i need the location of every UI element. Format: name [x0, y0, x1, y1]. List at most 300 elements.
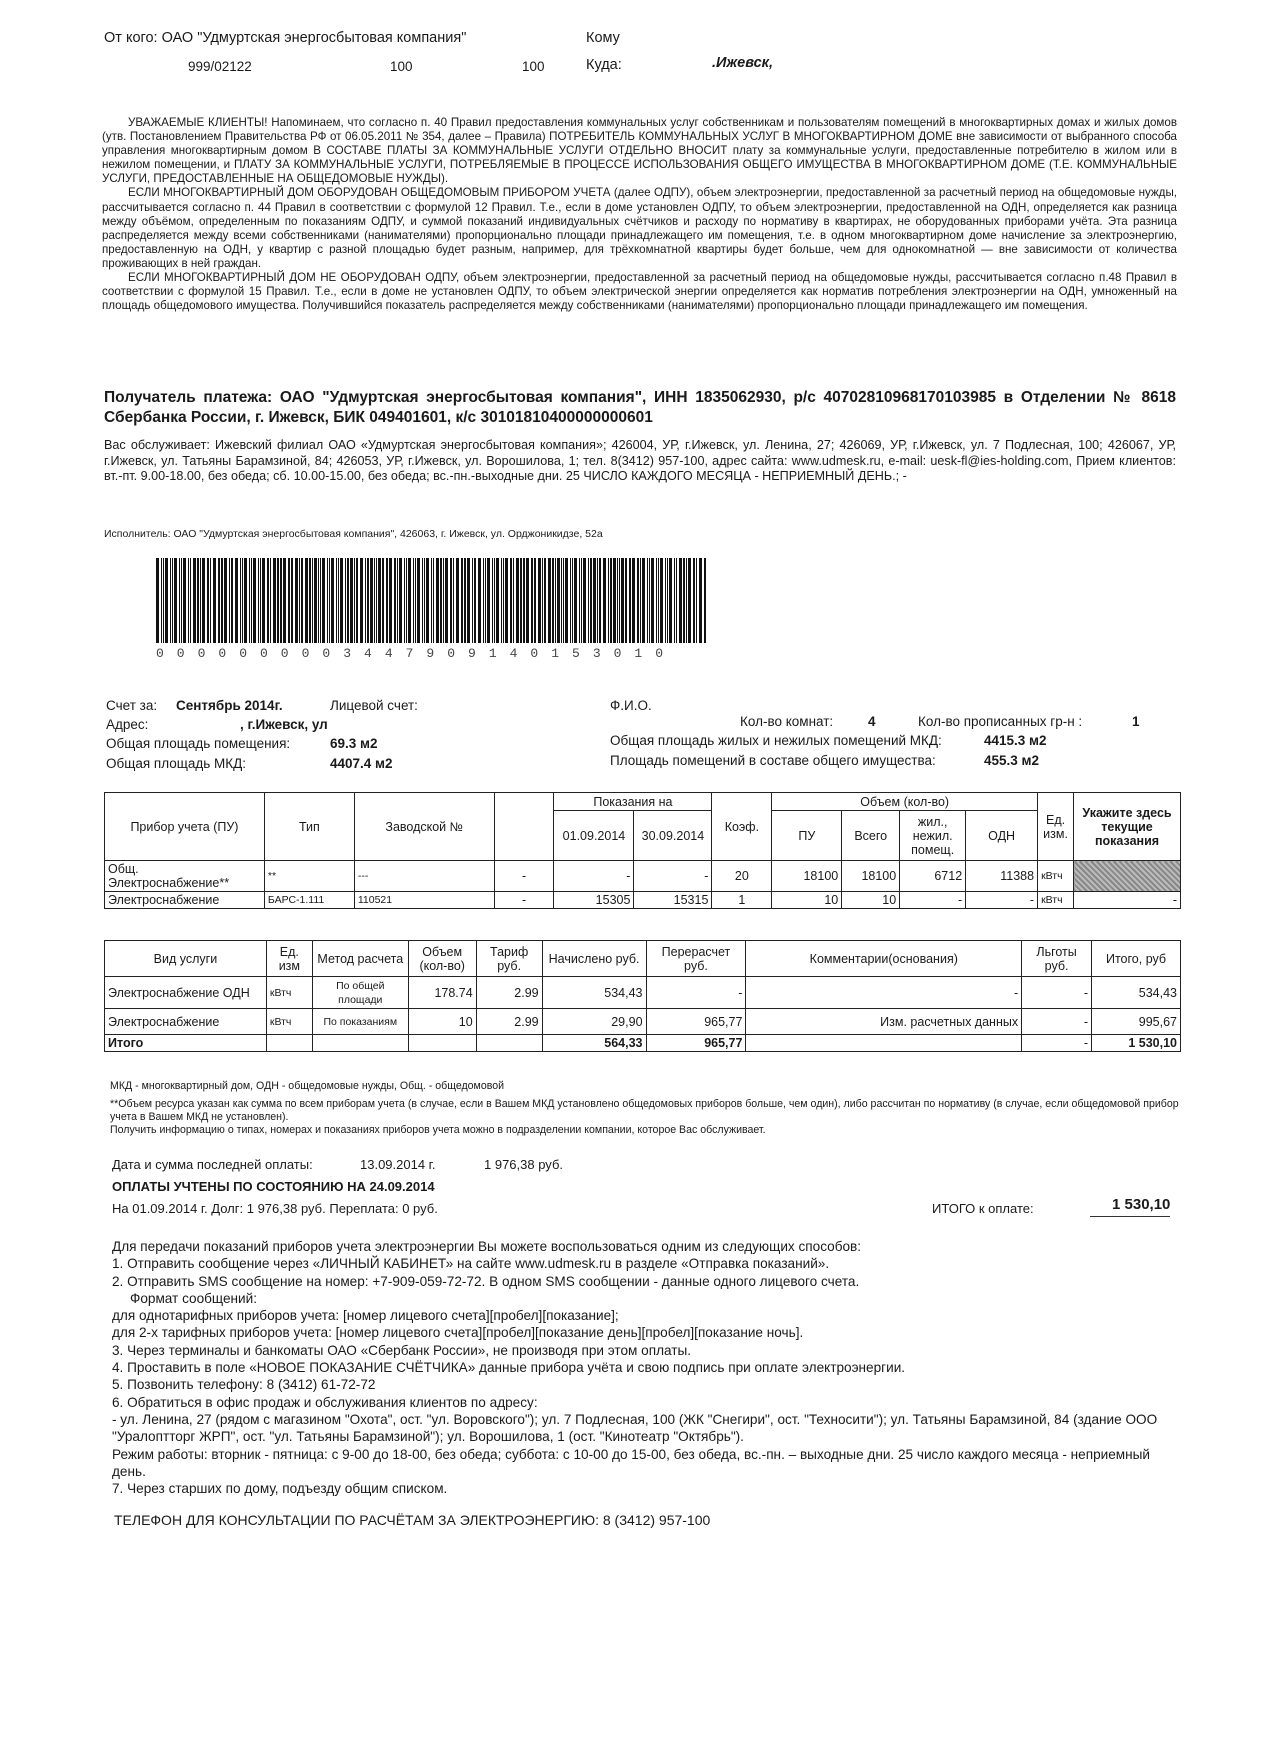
cell-total: 1 530,10	[1092, 1035, 1181, 1052]
barcode-bar	[207, 558, 209, 643]
mkd-living-label: Общая площадь жилых и нежилых помещений МКД:	[610, 733, 942, 748]
barcode-bar	[183, 558, 186, 643]
cell-device: Общ. Электроснабжение**	[105, 861, 265, 892]
barcode-bar	[483, 558, 484, 643]
barcode-bar	[625, 558, 627, 643]
barcode-bar	[280, 558, 282, 643]
cell-service: Электроснабжение ОДН	[105, 977, 267, 1009]
last-payment-label: Дата и сумма последней оплаты:	[112, 1157, 313, 1172]
barcode-bar	[565, 558, 568, 643]
debt-info: На 01.09.2014 г. Долг: 1 976,38 руб. Переплата: 0 руб.	[112, 1201, 438, 1216]
cell-date1: -	[554, 861, 634, 892]
barcode-bar	[548, 558, 551, 643]
barcode-bar	[443, 558, 444, 643]
barcode-bar	[260, 558, 261, 643]
barcode-bar	[579, 558, 580, 643]
served-by: Вас обслуживает: Ижевский филиал ОАО «Удмуртская энергосбытовая компания»; 426004, УР, г.Ижевск, ул. Ленина, 27; 426069, УР, г.Ижевск, ул. 7 Подлесная, 100; 426067, УР, г.Ижевск, ул. Татьяны Барамзиной, 84; 426053, УР, г.Ижевск, ул. Ворошилова, 1; тел. 8(3412) 957-100, адрес сайта: www.udmesk.ru, e-mail: uesk-fl@ies-holding.com, Прием клиентов: вт.-пт. 9.00-18.00, без обеда; сб. 10.00-15.00, без обеда; вс.-пн.-выходные дни. 25 ЧИСЛО КАЖДОГО МЕСЯЦА - НЕПРИЕМНЫЙ ДЕНЬ.; -	[104, 438, 1176, 483]
cell-date2: 15315	[634, 892, 712, 909]
barcode-bar	[516, 558, 519, 643]
barcode-bar	[156, 558, 159, 643]
table-row	[105, 977, 1181, 1009]
barcode-bar	[456, 558, 459, 643]
barcode-bar	[669, 558, 672, 643]
address-value: , г.Ижевск, ул	[240, 717, 328, 732]
cell-total: 995,67	[1092, 1009, 1181, 1035]
barcode-bar	[658, 558, 659, 643]
barcode-bar	[305, 558, 308, 643]
barcode-bar	[347, 558, 349, 643]
cell-pu: 10	[772, 892, 842, 909]
instruction-line: 3. Через терминалы и банкоматы ОАО «Сбербанк России», не производя при этом оплаты.	[112, 1342, 692, 1358]
barcode-bar	[561, 558, 562, 643]
barcode-bar	[258, 558, 259, 643]
instruction-line: для 2-х тарифных приборов учета: [номер лицевого счета][пробел][показание день][пробел][показание ночь].	[112, 1325, 804, 1341]
address-label: Адрес:	[106, 717, 149, 732]
barcode-bar	[370, 558, 373, 643]
barcode-bar	[510, 558, 512, 643]
common-area-value: 455.3 м2	[984, 753, 1040, 768]
instruction-line: 5. Позвонить телефону: 8 (3412) 61-72-72	[112, 1377, 376, 1393]
cell-total: 534,43	[1092, 977, 1181, 1009]
barcode-bar	[431, 558, 432, 643]
barcode-bar	[699, 558, 702, 643]
payment-recipient: Получатель платежа: ОАО "Удмуртская энергосбытовая компания", ИНН 1835062930, р/с 40702810968170103985 в Отделении № 8618 Сбербанка России, г. Ижевск, БИК 049401601, к/с 30101810400000000601	[104, 389, 1176, 426]
barcode-bar	[688, 558, 691, 643]
barcode-bar	[242, 558, 243, 643]
barcode-bar	[557, 558, 560, 643]
barcode-bar	[161, 558, 162, 643]
cell-date1: 15305	[554, 892, 634, 909]
notice-paragraph-3: ЕСЛИ МНОГОКВАРТИРНЫЙ ДОМ НЕ ОБОРУДОВАН ОДПУ, объем электроэнергии, предоставленной за расчетный период на общедомовые нужды, рассчитывается согласно п.48 Правил в соответствии с формулой 15 Правил. Т.е., если в доме не установлен ОДПУ, то объем электрической энергии определяется как норматив потребления электроэнергии на ОДН, умноженный на площадь общедомового имущества. Получившийся показатель распределяется между собственниками (нанимателями) пропорционально площади принадлежащего им помещения.	[102, 271, 1177, 313]
barcode-bar	[299, 558, 300, 643]
barcode-bar	[288, 558, 290, 643]
barcode-bar	[649, 558, 650, 643]
barcode-bar	[501, 558, 502, 643]
sender-num1: 100	[390, 59, 413, 74]
barcode-bar	[397, 558, 398, 643]
sender-num2: 100	[522, 59, 545, 74]
last-payment-date: 13.09.2014 г.	[360, 1157, 436, 1172]
table-row	[105, 892, 1181, 909]
barcode-bar	[629, 558, 631, 643]
barcode-bar	[340, 558, 343, 643]
barcode-bar	[312, 558, 313, 643]
current-reading-input[interactable]: -	[1074, 892, 1181, 909]
th-method: Метод расчета	[312, 941, 408, 977]
cell-total: 10	[842, 892, 900, 909]
registered-label: Кол-во прописанных гр-н :	[918, 714, 1083, 729]
barcode-bar	[640, 558, 641, 643]
barcode	[156, 558, 711, 660]
barcode-bar	[478, 558, 481, 643]
barcode-bar	[674, 558, 675, 643]
barcode-bar	[621, 558, 624, 643]
barcode-bar	[542, 558, 543, 643]
barcode-bar	[513, 558, 514, 643]
th-blank	[494, 793, 554, 861]
cell-benefit: -	[1022, 977, 1092, 1009]
instruction-line: 2. Отправить SMS сообщение на номер: +7-909-059-72-72. В одном SMS сообщении - данные одного лицевого счета.	[112, 1273, 860, 1289]
barcode-bar	[301, 558, 303, 643]
cell-living: 6712	[900, 861, 966, 892]
barcode-bar	[520, 558, 522, 643]
barcode-bar	[415, 558, 416, 643]
barcode-bar	[461, 558, 463, 643]
barcode-bar	[367, 558, 369, 643]
barcode-bar	[686, 558, 687, 643]
barcode-bar	[386, 558, 388, 643]
barcode-bar	[320, 558, 321, 643]
barcode-bar	[378, 558, 381, 643]
th-benefit: Льготы руб.	[1022, 941, 1092, 977]
barcode-bar	[406, 558, 407, 643]
cell-service: Электроснабжение	[105, 1009, 267, 1035]
payment-status: ОПЛАТЫ УЧТЕНЫ ПО СОСТОЯНИЮ НА 24.09.2014	[112, 1179, 435, 1194]
barcode-bar	[181, 558, 182, 643]
th-current: Укажите здесь текущие показания	[1074, 793, 1181, 861]
barcode-bar	[436, 558, 439, 643]
notice-paragraph-2: ЕСЛИ МНОГОКВАРТИРНЫЙ ДОМ ОБОРУДОВАН ОБЩЕДОМОВЫМ ПРИБОРОМ УЧЕТА (далее ОДПУ), объем электроэнергии, предоставленной за расчетный период на общедомовые нужды, рассчитывается согласно п. 44 Правил в соответствии с формулой 12 Правил. Т.е., если в доме установлен ОДПУ, то объем электроэнергии, предоставленной на ОДН, определяется как разница между объёмом, определенным по показаниям ОДПУ, и суммой показаний индивидуальных счётчиков и расходу по нормативу в квартирах, не оборудованных приборами учёта. Эта разница распределяется между всеми собственниками (нанимателями) пропорционально площади принадлежащего им помещения, т.е. в одном многоквартирном доме начисление за электроэнергию, предоставленную на ОДН, у квартир с разной площадью будет разным, например, для трёхкомнатной квартиры будет больше, чем для однокомнатной — вне зависимости от количества проживающих в ней граждан.	[102, 186, 1177, 270]
th-unit: Ед. изм	[266, 941, 312, 977]
barcode-bar	[174, 558, 177, 643]
barcode-bar	[197, 558, 199, 643]
barcode-bar	[270, 558, 271, 643]
barcode-bar	[210, 558, 211, 643]
barcode-bar	[229, 558, 230, 643]
barcode-bar	[450, 558, 452, 643]
th-date2: 30.09.2014	[634, 811, 712, 861]
barcode-bar	[365, 558, 366, 643]
period-label: Счет за:	[106, 698, 158, 713]
barcode-bar	[170, 558, 171, 643]
th-serial: Заводской №	[354, 793, 494, 861]
barcode-bar	[588, 558, 589, 643]
barcode-bar	[660, 558, 663, 643]
meters-table	[104, 792, 1181, 909]
barcode-bar	[679, 558, 682, 643]
barcode-bar	[494, 558, 495, 643]
barcode-bar	[538, 558, 541, 643]
barcode-bar	[563, 558, 564, 643]
barcode-bar	[331, 558, 334, 643]
barcode-bar	[617, 558, 618, 643]
instructions	[112, 1238, 1180, 1497]
common-area-label: Площадь помещений в составе общего имущества:	[610, 753, 936, 768]
barcode-bar	[291, 558, 293, 643]
where-label: Куда:	[586, 57, 622, 73]
footnote-volume: **Объем ресурса указан как сумма по всем приборам учета (в случае, если в Вашем МКД установлено общедомовых приборов больше, чем один), либо рассчитан по нормативу (в случае, если общедомовой прибор учета в Вашем МКД не установлен).	[110, 1098, 1179, 1123]
instruction-line: 7. Через старших по дому, подъезду общим списком.	[112, 1481, 448, 1497]
barcode-bar	[314, 558, 317, 643]
cell-empty	[746, 1035, 1022, 1052]
footnotes	[110, 1080, 1180, 1137]
barcode-bar	[283, 558, 286, 643]
barcode-bar	[474, 558, 476, 643]
cell-method: По общей площади	[312, 977, 408, 1009]
barcode-bar	[322, 558, 325, 643]
barcode-bar	[262, 558, 265, 643]
barcode-bar	[309, 558, 311, 643]
barcode-bar	[202, 558, 205, 643]
sender-label: От кого: ОАО "Удмуртская энергосбытовая компания"	[104, 30, 467, 46]
barcode-bar	[704, 558, 706, 643]
barcode-bar	[273, 558, 276, 643]
fio-label: Ф.И.О.	[610, 698, 652, 713]
barcode-bar	[472, 558, 473, 643]
barcode-bar	[683, 558, 685, 643]
cell-unit: кВтч	[266, 1009, 312, 1035]
services-table	[104, 940, 1181, 1052]
barcode-bar	[165, 558, 168, 643]
barcode-bar	[399, 558, 402, 643]
barcode-bar	[422, 558, 423, 643]
cell-total: 18100	[842, 861, 900, 892]
cell-recalc: 965,77	[646, 1035, 746, 1052]
footnote-abbrev: МКД - многоквартирный дом, ОДН - общедомовые нужды, Общ. - общедомовой	[110, 1080, 505, 1092]
th-service: Вид услуги	[105, 941, 267, 977]
barcode-bar	[394, 558, 396, 643]
barcode-bar	[696, 558, 697, 643]
period-value: Сентябрь 2014г.	[176, 698, 283, 713]
th-pu: ПУ	[772, 811, 842, 861]
barcode-bar	[642, 558, 645, 643]
barcode-bar	[555, 558, 556, 643]
barcode-bar	[413, 558, 414, 643]
barcode-bar	[583, 558, 586, 643]
cell-empty	[476, 1035, 542, 1052]
barcode-bar	[244, 558, 247, 643]
cell-comment: -	[746, 977, 1022, 1009]
barcode-bar	[424, 558, 425, 643]
table-row	[105, 1009, 1181, 1035]
cell-volume: 178.74	[408, 977, 476, 1009]
barcode-bar	[163, 558, 164, 643]
consultation-phone: ТЕЛЕФОН ДЛЯ КОНСУЛЬТАЦИИ ПО РАСЧЁТАМ ЗА ЭЛЕКТРОЭНЕРГИЮ: 8 (3412) 957-100	[114, 1512, 711, 1528]
executor: Исполнитель: ОАО "Удмуртская энергосбытовая компания", 426063, г. Ижевск, ул. Орджоникидзе, 52а	[104, 528, 603, 540]
to-label: Кому	[586, 30, 620, 46]
cell-recalc: 965,77	[646, 1009, 746, 1035]
cell-date2: -	[634, 861, 712, 892]
cell-comment: Изм. расчетных данных	[746, 1009, 1022, 1035]
barcode-bar	[570, 558, 571, 643]
barcode-bar	[632, 558, 635, 643]
cell-empty	[408, 1035, 476, 1052]
th-type: Тип	[264, 793, 354, 861]
barcode-bar	[360, 558, 363, 643]
barcode-bar	[505, 558, 508, 643]
th-total: Итого, руб	[1092, 941, 1181, 977]
barcode-bar	[487, 558, 490, 643]
barcode-bar	[327, 558, 328, 643]
footnote-info: Получить информацию о типах, номерах и показаниях приборов учета можно в подразделении компании, которое Вас обслуживает.	[110, 1124, 766, 1136]
barcode-bar	[453, 558, 454, 643]
th-device: Прибор учета (ПУ)	[105, 793, 265, 861]
cell-empty	[312, 1035, 408, 1052]
barcode-bar	[603, 558, 606, 643]
th-living: жил., нежил. помещ.	[900, 811, 966, 861]
instruction-line: 4. Проставить в поле «НОВОЕ ПОКАЗАНИЕ СЧЁТЧИКА» данные прибора учёта и свою подпись при оплате электроэнергии.	[112, 1360, 906, 1376]
th-coef: Коэф.	[712, 793, 772, 861]
barcode-bar	[389, 558, 392, 643]
barcode-bar	[440, 558, 442, 643]
barcode-bar	[572, 558, 573, 643]
barcode-bar	[610, 558, 612, 643]
cell-method: По показаниям	[312, 1009, 408, 1035]
barcode-bar	[221, 558, 223, 643]
notice-paragraph-1: УВАЖАЕМЫЕ КЛИЕНТЫ! Напоминаем, что согласно п. 40 Правил предоставления коммунальных услуг собственникам и пользователям помещений в многоквартирных домах и жилых домов (утв. Постановлением Правительства РФ от 06.05.2011 № 354, далее – Правила) ПОТРЕБИТЕЛЬ КОММУНАЛЬНЫХ УСЛУГ В МНОГОКВАРТИРНОМ ДОМЕ вне зависимости от выбранного способа управления многоквартирным домом В СОСТАВЕ ПЛАТЫ ЗА КОММУНАЛЬНЫЕ УСЛУГИ ОТДЕЛЬНО ВНОСИТ плату за коммунальные услуги, предоставленные потребителю в жилом или в нежилом помещении, и ПЛАТУ ЗА КОММУНАЛЬНЫЕ УСЛУГИ, ПОТРЕБЛЯЕМЫЕ В ПРОЦЕССЕ ИСПОЛЬЗОВАНИЯ ОБЩЕГО ИМУЩЕСТВА В МНОГОКВАРТИРНОМ ДОМЕ (Т.Е. КОММУНАЛЬНЫЕ УСЛУГИ, ПРЕДОСТАВЛЕННЫЕ НА ОБЩЕДОМОВЫЕ НУЖДЫ).	[102, 116, 1177, 186]
cell-device: Электроснабжение	[105, 892, 265, 909]
th-comment: Комментарии(основания)	[746, 941, 1022, 977]
area-value: 69.3 м2	[330, 736, 378, 751]
barcode-bar	[240, 558, 241, 643]
th-odn: ОДН	[966, 811, 1038, 861]
cell-recalc: -	[646, 977, 746, 1009]
registered-value: 1	[1132, 714, 1140, 729]
barcode-bar	[404, 558, 405, 643]
barcode-bar	[267, 558, 269, 643]
barcode-bar	[552, 558, 554, 643]
sender-code: 999/02122	[188, 59, 252, 74]
barcode-bar	[619, 558, 620, 643]
barcode-bar	[277, 558, 279, 643]
barcode-bar	[599, 558, 601, 643]
barcode-bar	[356, 558, 358, 643]
barcode-bar	[338, 558, 339, 643]
instruction-line: - ул. Ленина, 27 (рядом с магазином "Охота", ост. "ул. Воровского"); ул. 7 Подлесная, 100 (ЖК "Снегири", ост. "Техносити"); ул. Татьяны Барамзиной, 84 (здание ООО "Уралоптторг ЖРП", ост. "ул. Татьяны Барамзиной"); ул. Ворошилова, 1 (ост. "Кинотеатр "Октябрь").	[112, 1411, 1158, 1445]
cell-benefit: -	[1022, 1009, 1092, 1035]
barcode-bar	[667, 558, 668, 643]
instruction-line: для однотарифных приборов учета: [номер лицевого счета][пробел][показание];	[112, 1308, 619, 1324]
barcode-bar	[350, 558, 353, 643]
barcode-bar	[417, 558, 420, 643]
barcode-bar	[637, 558, 639, 643]
barcode-bar	[426, 558, 429, 643]
cell-volume: 10	[408, 1009, 476, 1035]
th-volume: Объем (кол-во)	[408, 941, 476, 977]
barcode-bar	[526, 558, 529, 643]
cell-type: БАРС-1.111	[264, 892, 354, 909]
barcode-bar	[329, 558, 330, 643]
mkd-area-label: Общая площадь МКД:	[106, 756, 247, 771]
cell-type: **	[264, 861, 354, 892]
cell-living: -	[900, 892, 966, 909]
cell-odn: 11388	[966, 861, 1038, 892]
cell-pu: 18100	[772, 861, 842, 892]
th-date1: 01.09.2014	[554, 811, 634, 861]
total-row	[105, 1035, 1181, 1052]
barcode-bar	[190, 558, 191, 643]
instruction-line: 6. Обратиться в офис продаж и обслуживания клиентов по адресу:	[112, 1394, 538, 1410]
notice-block	[102, 116, 1177, 313]
total-underline	[1090, 1216, 1170, 1217]
barcode-bar	[647, 558, 648, 643]
cell-charged: 534,43	[542, 977, 646, 1009]
cell-coef: 1	[712, 892, 772, 909]
barcode-bar	[445, 558, 448, 643]
barcode-bar	[376, 558, 377, 643]
barcode-bar	[676, 558, 677, 643]
total-due-value: 1 530,10	[1112, 1196, 1171, 1213]
barcode-bar	[218, 558, 220, 643]
barcode-bar	[656, 558, 657, 643]
mkd-area-value: 4407.4 м2	[330, 756, 393, 771]
th-recalc: Перерасчет руб.	[646, 941, 746, 977]
barcode-bar	[531, 558, 533, 643]
barcode-bar	[193, 558, 196, 643]
total-due-label: ИТОГО к оплате:	[932, 1201, 1034, 1216]
barcode-bar	[693, 558, 695, 643]
barcode-bar	[200, 558, 201, 643]
cell-charged: 564,33	[542, 1035, 646, 1052]
rooms-label: Кол-во комнат:	[740, 714, 834, 729]
mkd-living-value: 4415.3 м2	[984, 733, 1047, 748]
barcode-bar	[651, 558, 654, 643]
barcode-bar	[581, 558, 582, 643]
barcode-bar	[590, 558, 592, 643]
barcode-bar	[665, 558, 666, 643]
barcode-bar	[295, 558, 298, 643]
cell-blank: -	[494, 892, 554, 909]
barcode-bar	[213, 558, 216, 643]
barcode-bar	[613, 558, 616, 643]
barcode-bar	[188, 558, 189, 643]
cell-odn: -	[966, 892, 1038, 909]
barcode-bar	[523, 558, 525, 643]
barcode-bar	[593, 558, 596, 643]
barcode-bar	[336, 558, 337, 643]
barcode-bar	[374, 558, 375, 643]
barcode-bar	[467, 558, 470, 643]
barcode-bar	[503, 558, 504, 643]
cell-current-hatched	[1074, 861, 1181, 892]
barcode-bar	[224, 558, 227, 643]
cell-tariff: 2.99	[476, 977, 542, 1009]
barcode-bar	[574, 558, 577, 643]
cell-charged: 29,90	[542, 1009, 646, 1035]
barcode-bar	[544, 558, 546, 643]
barcode-bar	[172, 558, 173, 643]
th-total: Всего	[842, 811, 900, 861]
city-value: .Ижевск,	[712, 55, 774, 71]
cell-coef: 20	[712, 861, 772, 892]
barcode-bar	[492, 558, 493, 643]
th-tariff: Тариф руб.	[476, 941, 542, 977]
barcode-bar	[179, 558, 180, 643]
barcode-bar	[251, 558, 252, 643]
instruction-line: Формат сообщений:	[130, 1290, 257, 1306]
barcode-bar	[249, 558, 250, 643]
cell-tariff: 2.99	[476, 1009, 542, 1035]
barcode-bar	[534, 558, 536, 643]
th-volume: Объем (кол-во)	[772, 793, 1038, 811]
th-readings: Показания на	[554, 793, 712, 811]
barcode-bar	[433, 558, 434, 643]
cell-serial: ---	[354, 861, 494, 892]
barcode-number: 0000000003447909140153010	[156, 646, 677, 661]
cell-serial: 110521	[354, 892, 494, 909]
barcode-bar	[485, 558, 486, 643]
last-payment-amount: 1 976,38 руб.	[484, 1157, 564, 1172]
instruction-line: Для передачи показаний приборов учета электроэнергии Вы можете воспользоваться одним из следующих способов:	[112, 1239, 862, 1254]
barcode-bar	[382, 558, 384, 643]
cell-empty	[266, 1035, 312, 1052]
th-charged: Начислено руб.	[542, 941, 646, 977]
cell-total-label: Итого	[105, 1035, 267, 1052]
instruction-line: 1. Отправить сообщение через «ЛИЧНЫЙ КАБИНЕТ» на сайте www.udmesk.ru в разделе «Отправка показаний».	[112, 1256, 830, 1272]
barcode-bar	[253, 558, 256, 643]
barcode-bar	[608, 558, 609, 643]
account-label: Лицевой счет:	[330, 698, 418, 713]
